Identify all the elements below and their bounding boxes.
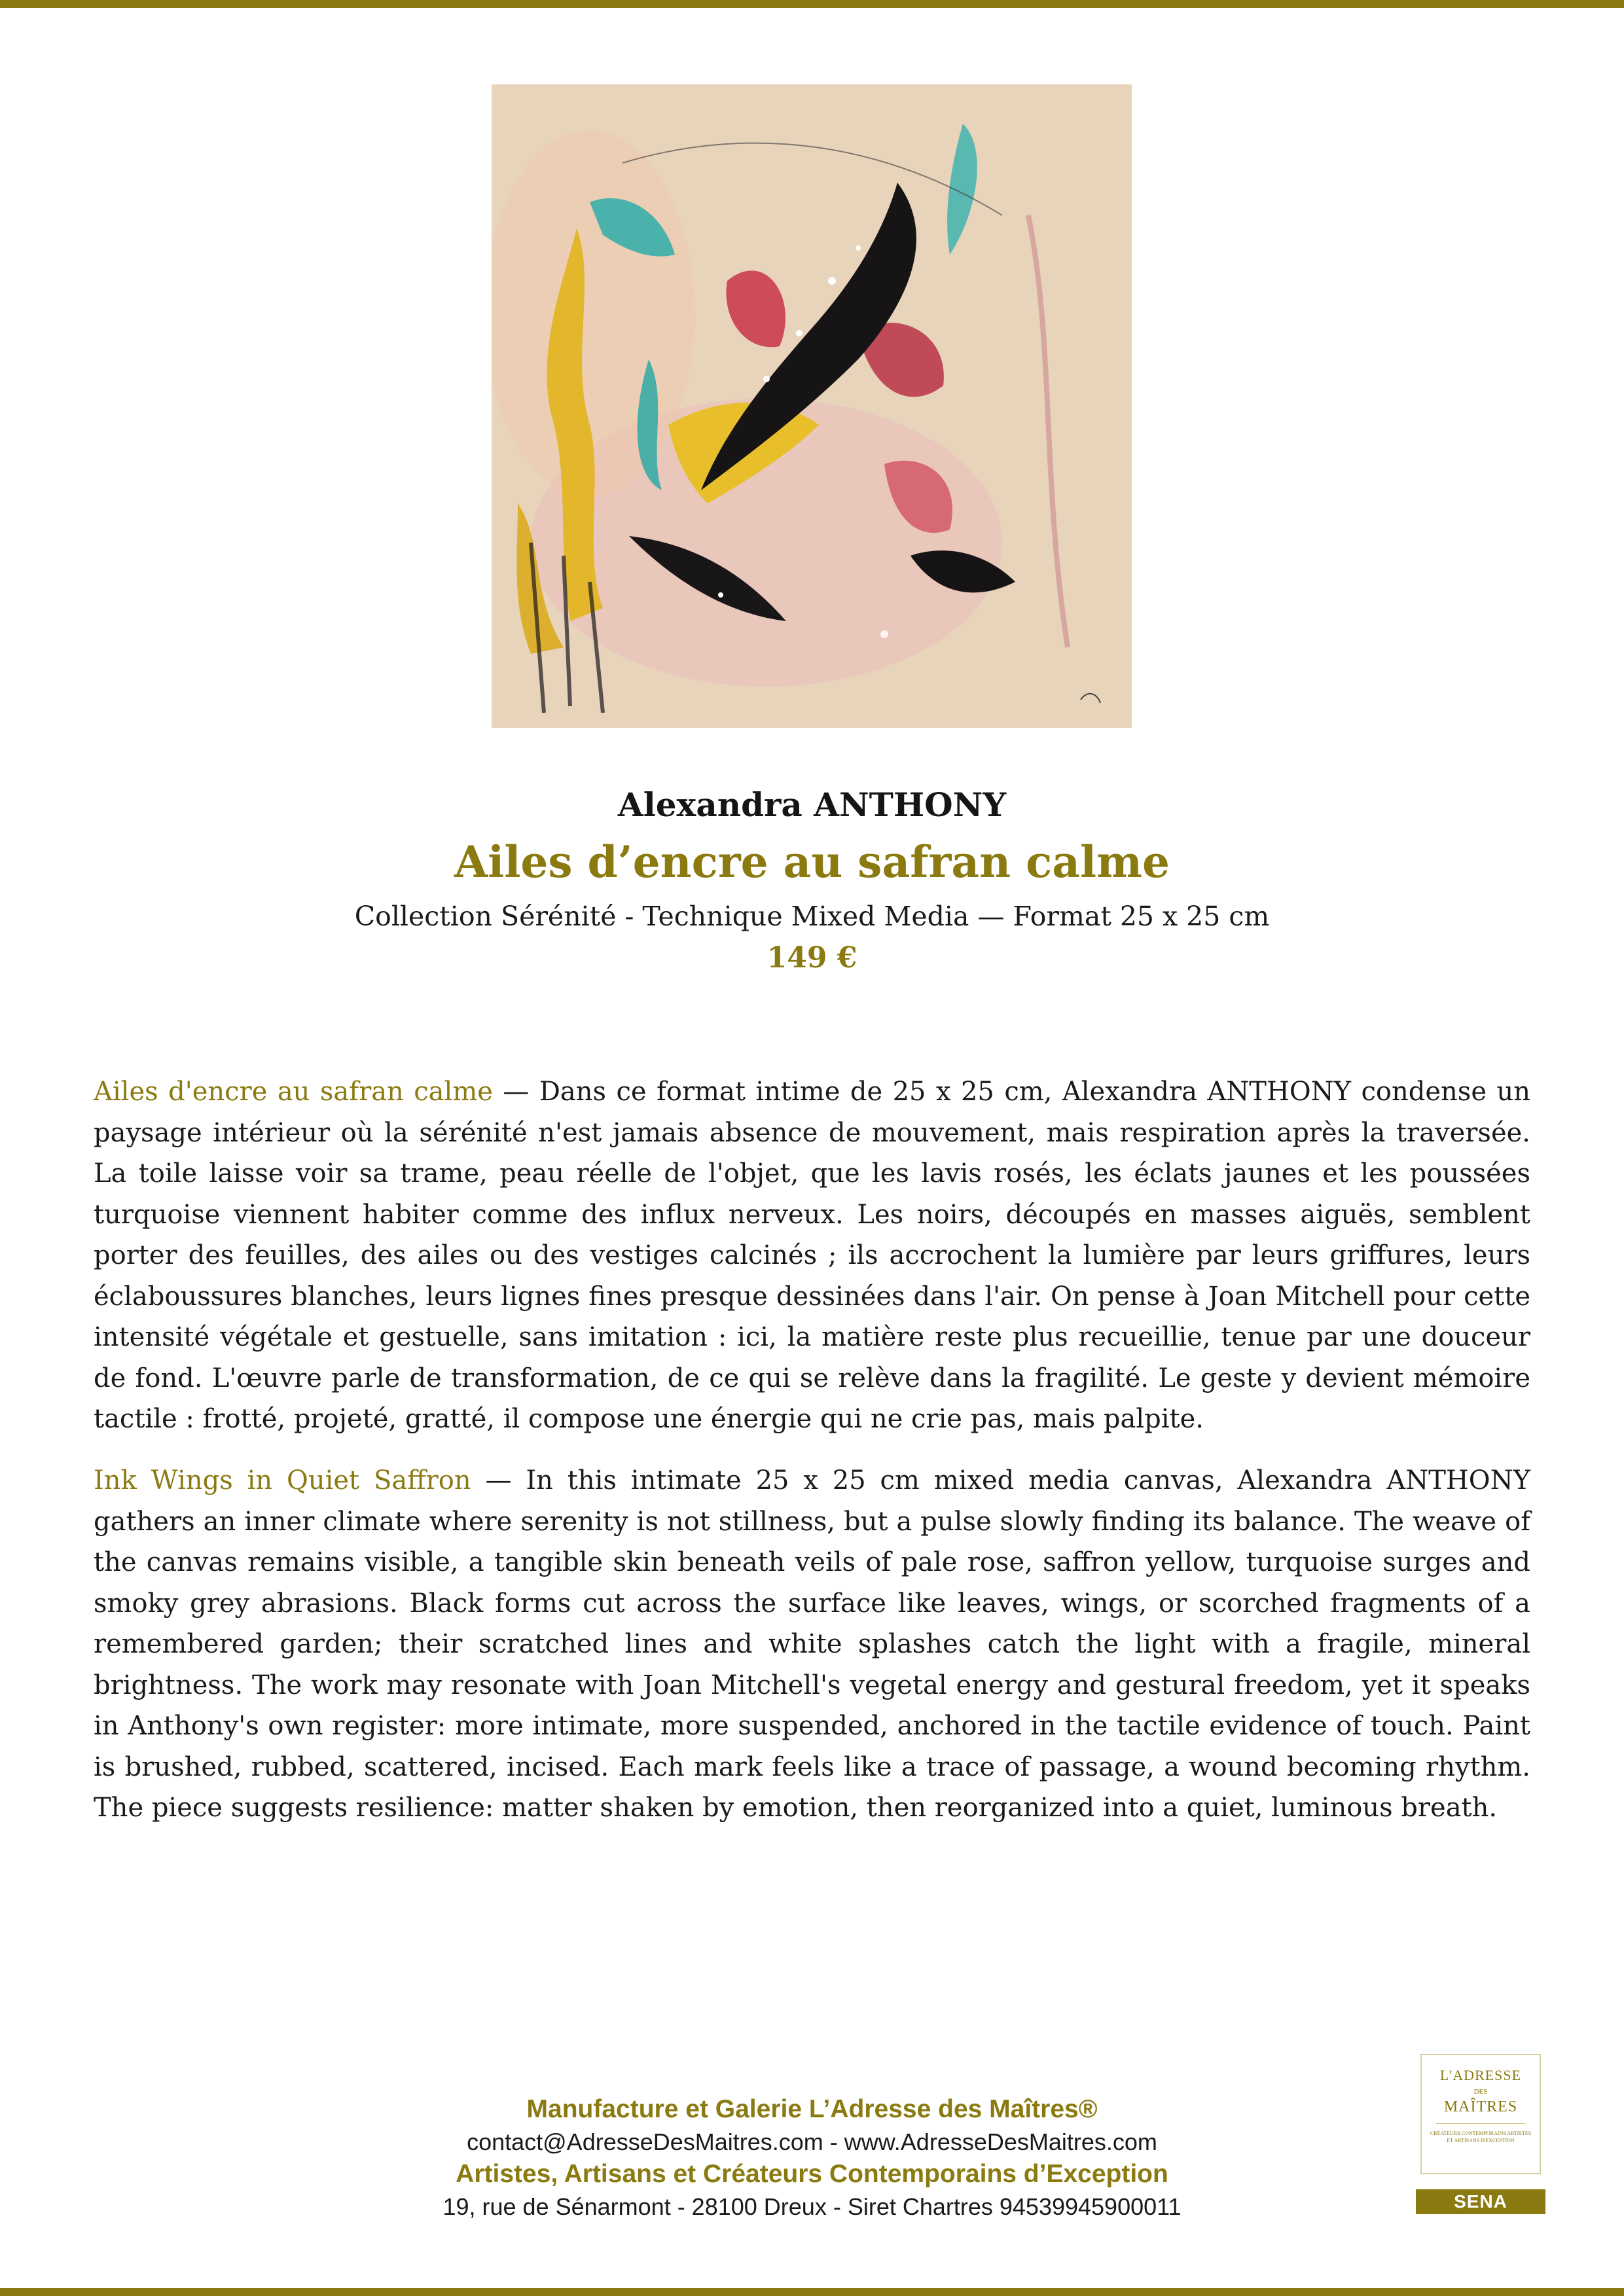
logo-line-1: L'ADRESSE	[1439, 2067, 1522, 2083]
description-french-text: — Dans ce format intime de 25 x 25 cm, Alexandra ANTHONY condense un paysage intérieur où la sérénité n'est jamais absence de mouvement, mais respiration après la traversée. La toile laisse voir sa trame, peau réelle de l'objet, que les lavis rosés, les éclats jaunes et les poussées turquoise viennent habiter comme des influx nerveux. Les noirs, découpés en masses aiguës, semblent porter des feuilles, des ailes ou des vestiges calcinés ; ils accrochent la lumière par leurs griffures, leurs éclaboussures blanches, leurs lignes fines presque dessinées dans l'air. On pense à Joan Mitchell pour cette intensité végétale et gestuelle, sans imitation : ici, la matière reste plus recueillie, tenue par une douceur de fond. L'œuvre parle de transformation, de ce qui se relève dans la fragilité. Le geste y devient mémoire tactile : frotté, projeté, gratté, il compose une énergie qui ne crie pas, mais palpite.	[94, 1077, 1530, 1434]
description-english	[94, 1460, 1530, 1829]
description-french	[94, 1071, 1530, 1440]
logo-line-4: CRÉATEURS CONTEMPORAINS ARTISTES ET ARTISANS D'EXCEPTION	[1430, 2130, 1532, 2144]
logo-line-2: DES	[1473, 2088, 1488, 2096]
artwork-title: Ailes d’encre au safran calme	[454, 836, 1170, 888]
artwork-details: Collection Sérénité - Technique Mixed Media — Format 25 x 25 cm	[354, 901, 1270, 932]
footer-tagline: Artistes, Artisans et Créateurs Contemporains d’Exception	[456, 2160, 1168, 2188]
logo-line-3: MAÎTRES	[1443, 2098, 1518, 2115]
description-english-text: — In this intimate 25 x 25 cm mixed media canvas, Alexandra ANTHONY gathers an inner climate where serenity is not stillness, but a pulse slowly finding its balance. The weave of the canvas remains visible, a tangible skin beneath veils of pale rose, saffron yellow, turquoise surges and smoky grey abrasions. Black forms cut across the surface like leaves, wings, or scorched fragments of a remembered garden; their scratched lines and white splashes catch the light with a fragile, mineral brightness. The work may resonate with Joan Mitchell's vegetal energy and gestural freedom, yet it speaks in Anthony's own register: more intimate, more suspended, anchored in the tactile evidence of touch. Paint is brushed, rubbed, scattered, incised. Each mark feels like a trace of passage, a wound becoming rhythm. The piece suggests resilience: matter shaken by emotion, then reorganized into a quiet, luminous breath.	[94, 1465, 1530, 1823]
artist-name: Alexandra ANTHONY	[617, 785, 1007, 824]
footer-gallery-name: Manufacture et Galerie L’Adresse des Maîtres®	[526, 2095, 1098, 2123]
sena-badge: SENA	[1416, 2189, 1545, 2214]
description-english-lead: Ink Wings in Quiet Saffron	[94, 1465, 471, 1496]
gallery-logo	[1420, 2054, 1541, 2174]
artwork-image	[492, 84, 1132, 728]
artwork-price: 149 €	[767, 941, 857, 975]
logo-divider	[1436, 2123, 1525, 2124]
bottom-border	[0, 2288, 1624, 2296]
footer-contact: contact@AdresseDesMaitres.com - www.AdresseDesMaitres.com	[467, 2128, 1157, 2155]
top-border	[0, 0, 1624, 8]
description-french-lead: Ailes d'encre au safran calme	[94, 1077, 493, 1107]
footer-address: 19, rue de Sénarmont - 28100 Dreux - Siret Chartres 94539945900011	[442, 2193, 1182, 2220]
